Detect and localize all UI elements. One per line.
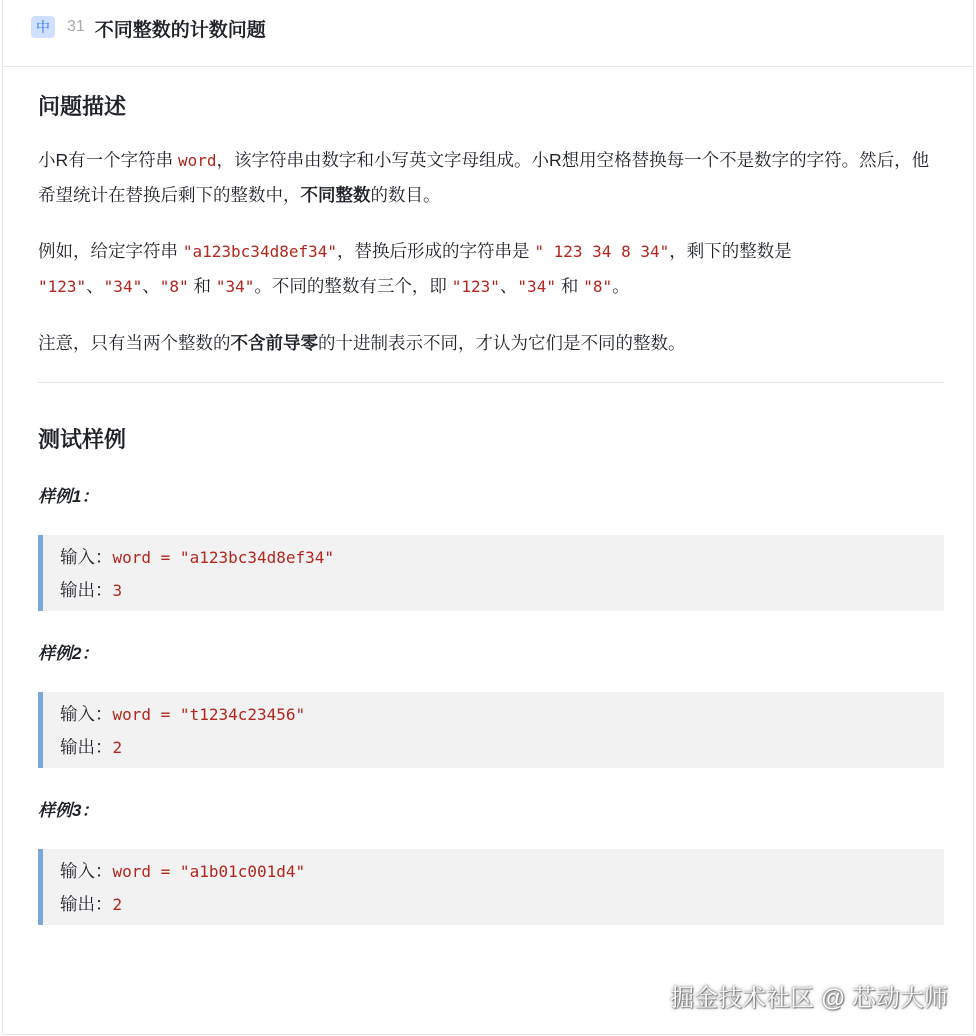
inline-code: "34" (103, 277, 143, 296)
sample-3-title: 样例3： (38, 801, 99, 820)
text: ，该字符串由数字和小写英文字母组成。小R想用空格替换每一个不是数字的字符。然后，他希望统计在替换后剩下的整数中， (38, 150, 930, 205)
text: 、 (86, 276, 104, 296)
inline-code: "123" (451, 277, 500, 296)
text: 、 (142, 276, 160, 296)
sample-1-input: word = "a123bc34d8ef34" (112, 548, 335, 567)
sample-1-output: 3 (112, 581, 123, 600)
sample-2-input: word = "t1234c23456" (112, 705, 306, 724)
inline-code: word (178, 151, 217, 170)
problem-number: 31 (67, 18, 85, 35)
text: 小R有一个字符串 (38, 150, 178, 170)
sample-1-block (38, 535, 944, 611)
input-label: 输入： (60, 704, 113, 724)
text: 。 (612, 276, 630, 296)
input-label: 输入： (60, 547, 113, 567)
output-label: 输出： (60, 894, 113, 914)
bold-text: 不含前导零 (230, 333, 318, 353)
difficulty-badge: 中 (31, 16, 55, 38)
text: ，替换后形成的字符串是 (337, 241, 535, 261)
text: 和 (188, 276, 216, 296)
sample-3-input-line (60, 855, 944, 888)
section-divider (38, 382, 944, 383)
output-label: 输出： (60, 737, 113, 757)
text: 例如，给定字符串 (38, 241, 183, 261)
sample-3-output: 2 (112, 895, 123, 914)
text: 。不同的整数有三个，即 (254, 276, 452, 296)
sample-2-input-line (60, 698, 944, 731)
text: ，剩下的整数是 (669, 241, 792, 261)
inline-code: "8" (583, 277, 613, 296)
sample-1-title: 样例1： (38, 487, 99, 506)
inline-code: "34" (517, 277, 556, 296)
inline-code: "8" (159, 277, 189, 296)
inline-code: "34" (215, 277, 255, 296)
sample-2-title: 样例2： (38, 644, 99, 663)
description-paragraph-2 (38, 234, 944, 304)
sample-1-output-line (60, 574, 944, 607)
text: 和 (555, 276, 584, 296)
input-label: 输入： (60, 861, 113, 881)
description-paragraph-1 (38, 143, 944, 212)
problem-header (3, 0, 973, 67)
sample-2-output: 2 (112, 738, 123, 757)
watermark: 掘金技术社区 @ 芯动大师 (670, 985, 948, 1012)
sample-2-output-line (60, 731, 944, 764)
text: 注意，只有当两个整数的 (38, 333, 231, 353)
description-heading: 问题描述 (38, 94, 127, 119)
sample-3-output-line (60, 888, 944, 921)
sample-2-block (38, 692, 944, 768)
inline-code: " 123 34 8 34" (534, 242, 670, 261)
problem-title: 不同整数的计数问题 (94, 19, 266, 41)
description-paragraph-3 (38, 326, 944, 360)
problem-content (38, 90, 944, 925)
sample-1-input-line (60, 541, 944, 574)
samples-heading: 测试样例 (38, 427, 127, 452)
output-label: 输出： (60, 580, 113, 600)
bold-text: 不同整数 (300, 185, 371, 205)
sample-3-block (38, 849, 944, 925)
sample-3-input: word = "a1b01c001d4" (112, 862, 306, 881)
text: 、 (499, 276, 518, 296)
inline-code: "a123bc34d8ef34" (182, 242, 337, 261)
inline-code: "123" (38, 277, 87, 296)
text: 的十进制表示不同，才认为它们是不同的整数。 (318, 333, 686, 353)
text: 的数目。 (370, 185, 441, 205)
